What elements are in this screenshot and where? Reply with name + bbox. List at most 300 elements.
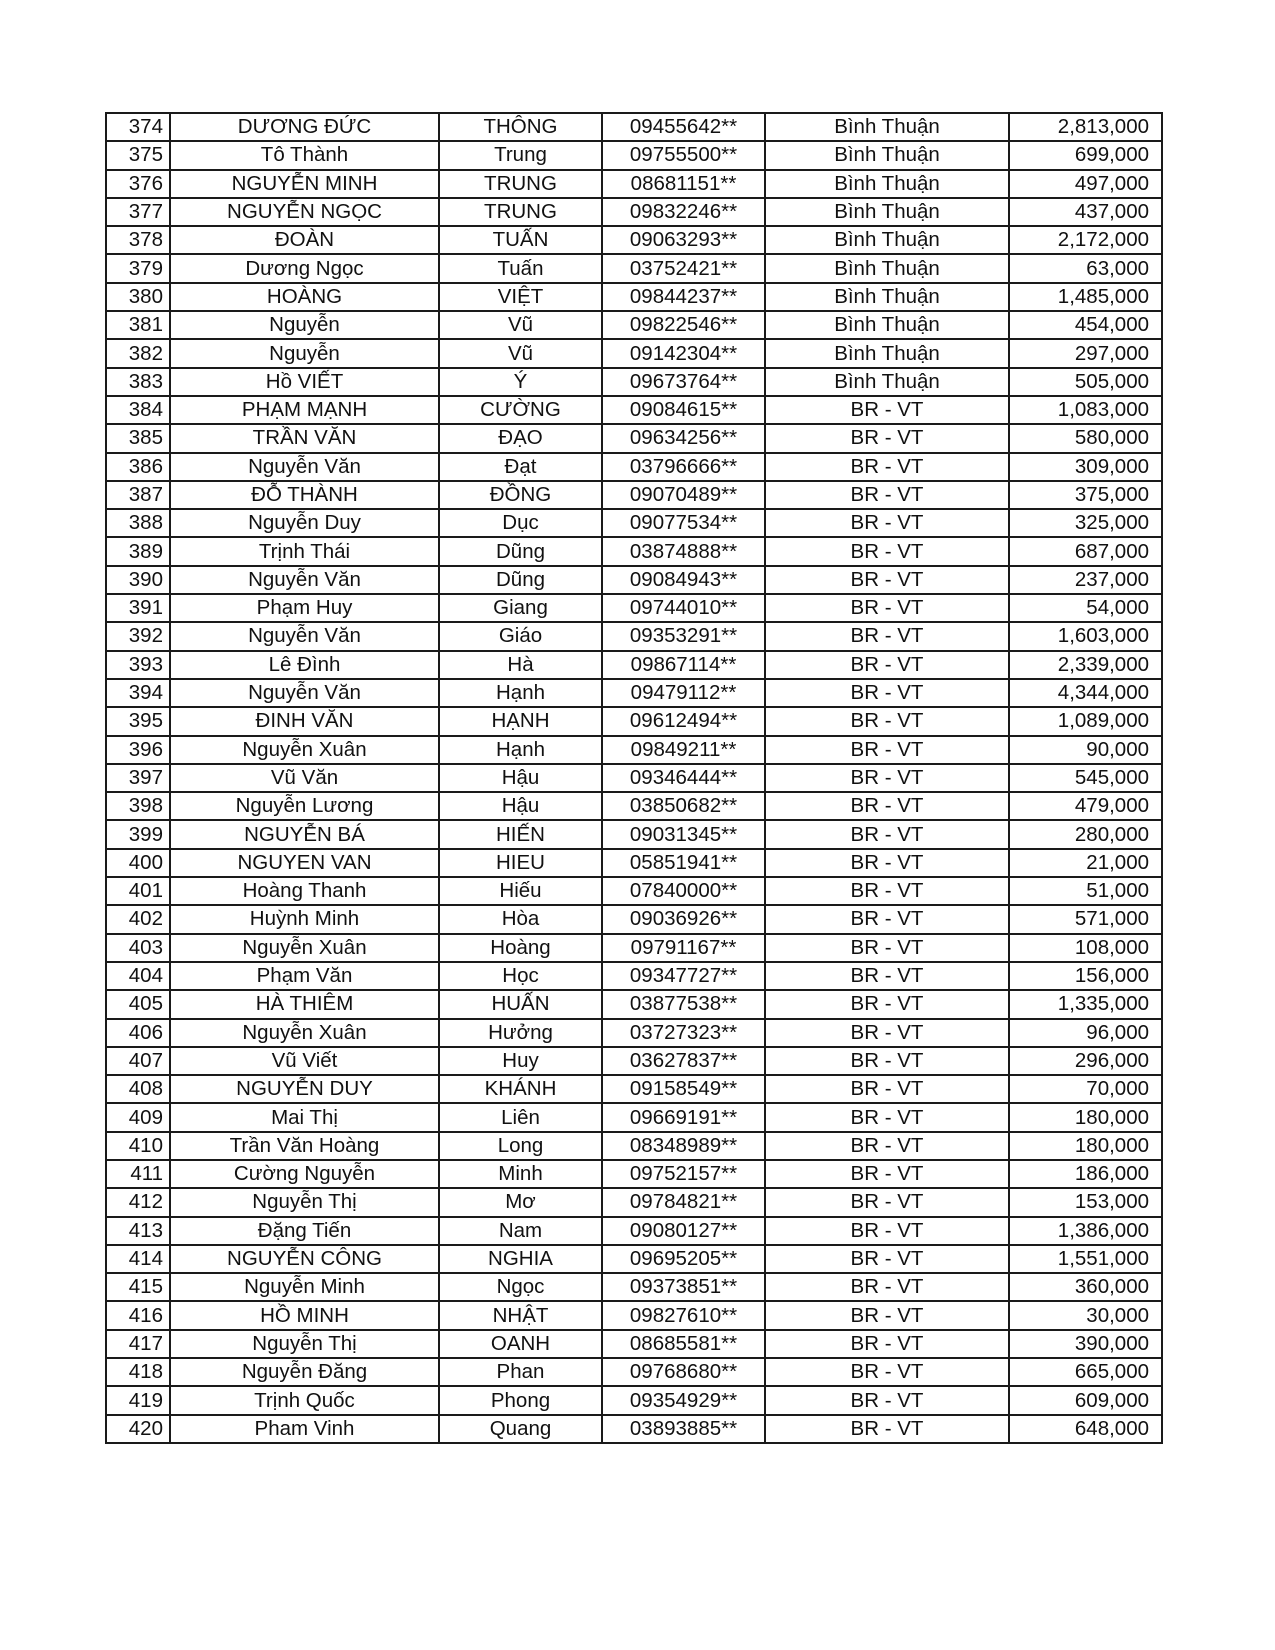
table-row bbox=[106, 226, 1162, 254]
surname-cell: ĐOÀN bbox=[170, 226, 439, 254]
given-name-cell: HIEU bbox=[439, 849, 602, 877]
table-row bbox=[106, 509, 1162, 537]
phone-cell: 09354929** bbox=[602, 1386, 765, 1414]
province-cell: BR - VT bbox=[765, 1019, 1009, 1047]
table-row bbox=[106, 651, 1162, 679]
surname-cell: Nguyễn Minh bbox=[170, 1273, 439, 1301]
given-name-cell: Dục bbox=[439, 509, 602, 537]
table-row bbox=[106, 764, 1162, 792]
row-number-cell: 405 bbox=[106, 990, 170, 1018]
given-name-cell: OANH bbox=[439, 1330, 602, 1358]
row-number-cell: 386 bbox=[106, 453, 170, 481]
table-row bbox=[106, 424, 1162, 452]
amount-cell: 505,000 bbox=[1009, 368, 1162, 396]
given-name-cell: HẠNH bbox=[439, 707, 602, 735]
row-number-cell: 395 bbox=[106, 707, 170, 735]
row-number-cell: 412 bbox=[106, 1188, 170, 1216]
row-number-cell: 392 bbox=[106, 622, 170, 650]
table-row bbox=[106, 962, 1162, 990]
province-cell: Bình Thuận bbox=[765, 141, 1009, 169]
phone-cell: 03796666** bbox=[602, 453, 765, 481]
given-name-cell: Giang bbox=[439, 594, 602, 622]
amount-cell: 280,000 bbox=[1009, 820, 1162, 848]
table-row bbox=[106, 792, 1162, 820]
surname-cell: NGUYEN VAN bbox=[170, 849, 439, 877]
surname-cell: NGUYỄN BÁ bbox=[170, 820, 439, 848]
amount-cell: 108,000 bbox=[1009, 934, 1162, 962]
phone-cell: 09768680** bbox=[602, 1358, 765, 1386]
surname-cell: Nguyễn Đăng bbox=[170, 1358, 439, 1386]
amount-cell: 479,000 bbox=[1009, 792, 1162, 820]
phone-cell: 09744010** bbox=[602, 594, 765, 622]
amount-cell: 54,000 bbox=[1009, 594, 1162, 622]
given-name-cell: Giáo bbox=[439, 622, 602, 650]
phone-cell: 03874888** bbox=[602, 537, 765, 565]
table-row bbox=[106, 113, 1162, 141]
table-row bbox=[106, 1160, 1162, 1188]
row-number-cell: 393 bbox=[106, 651, 170, 679]
surname-cell: Pham Vinh bbox=[170, 1415, 439, 1443]
amount-cell: 437,000 bbox=[1009, 198, 1162, 226]
province-cell: BR - VT bbox=[765, 820, 1009, 848]
amount-cell: 237,000 bbox=[1009, 566, 1162, 594]
province-cell: Bình Thuận bbox=[765, 170, 1009, 198]
row-number-cell: 383 bbox=[106, 368, 170, 396]
amount-cell: 51,000 bbox=[1009, 877, 1162, 905]
surname-cell: Trần Văn Hoàng bbox=[170, 1132, 439, 1160]
table-row bbox=[106, 736, 1162, 764]
province-cell: BR - VT bbox=[765, 1301, 1009, 1329]
given-name-cell: TUẤN bbox=[439, 226, 602, 254]
surname-cell: Nguyễn Văn bbox=[170, 622, 439, 650]
surname-cell: Hồ VIẾT bbox=[170, 368, 439, 396]
phone-cell: 09031345** bbox=[602, 820, 765, 848]
given-name-cell: Hưởng bbox=[439, 1019, 602, 1047]
given-name-cell: Huy bbox=[439, 1047, 602, 1075]
row-number-cell: 379 bbox=[106, 254, 170, 282]
row-number-cell: 417 bbox=[106, 1330, 170, 1358]
phone-cell: 09373851** bbox=[602, 1273, 765, 1301]
province-cell: Bình Thuận bbox=[765, 283, 1009, 311]
given-name-cell: Mơ bbox=[439, 1188, 602, 1216]
row-number-cell: 389 bbox=[106, 537, 170, 565]
province-cell: Bình Thuận bbox=[765, 311, 1009, 339]
table-row bbox=[106, 1188, 1162, 1216]
given-name-cell: Hạnh bbox=[439, 736, 602, 764]
phone-cell: 03877538** bbox=[602, 990, 765, 1018]
row-number-cell: 407 bbox=[106, 1047, 170, 1075]
surname-cell: NGUYỄN DUY bbox=[170, 1075, 439, 1103]
amount-cell: 1,386,000 bbox=[1009, 1217, 1162, 1245]
phone-cell: 09867114** bbox=[602, 651, 765, 679]
table-row bbox=[106, 1301, 1162, 1329]
province-cell: BR - VT bbox=[765, 990, 1009, 1018]
phone-cell: 03850682** bbox=[602, 792, 765, 820]
row-number-cell: 403 bbox=[106, 934, 170, 962]
row-number-cell: 411 bbox=[106, 1160, 170, 1188]
province-cell: BR - VT bbox=[765, 1132, 1009, 1160]
phone-cell: 09077534** bbox=[602, 509, 765, 537]
given-name-cell: Vũ bbox=[439, 311, 602, 339]
surname-cell: TRẦN VĂN bbox=[170, 424, 439, 452]
surname-cell: NGUYỄN CÔNG bbox=[170, 1245, 439, 1273]
table-row bbox=[106, 1019, 1162, 1047]
table-row bbox=[106, 254, 1162, 282]
province-cell: BR - VT bbox=[765, 1245, 1009, 1273]
phone-cell: 08681151** bbox=[602, 170, 765, 198]
row-number-cell: 400 bbox=[106, 849, 170, 877]
amount-cell: 325,000 bbox=[1009, 509, 1162, 537]
given-name-cell: THÔNG bbox=[439, 113, 602, 141]
row-number-cell: 384 bbox=[106, 396, 170, 424]
surname-cell: Vũ Văn bbox=[170, 764, 439, 792]
row-number-cell: 413 bbox=[106, 1217, 170, 1245]
row-number-cell: 404 bbox=[106, 962, 170, 990]
province-cell: BR - VT bbox=[765, 764, 1009, 792]
given-name-cell: Hạnh bbox=[439, 679, 602, 707]
province-cell: BR - VT bbox=[765, 1188, 1009, 1216]
table-row bbox=[106, 707, 1162, 735]
surname-cell: Nguyễn Xuân bbox=[170, 934, 439, 962]
given-name-cell: Đạt bbox=[439, 453, 602, 481]
table-row bbox=[106, 1386, 1162, 1414]
surname-cell: Cường Nguyễn bbox=[170, 1160, 439, 1188]
table-row bbox=[106, 311, 1162, 339]
surname-cell: PHẠM MẠNH bbox=[170, 396, 439, 424]
table-row bbox=[106, 934, 1162, 962]
row-number-cell: 402 bbox=[106, 905, 170, 933]
row-number-cell: 410 bbox=[106, 1132, 170, 1160]
row-number-cell: 406 bbox=[106, 1019, 170, 1047]
row-number-cell: 382 bbox=[106, 339, 170, 367]
surname-cell: Nguyễn Lương bbox=[170, 792, 439, 820]
given-name-cell: Học bbox=[439, 962, 602, 990]
surname-cell: Nguyễn Xuân bbox=[170, 1019, 439, 1047]
given-name-cell: Nam bbox=[439, 1217, 602, 1245]
table-body bbox=[106, 113, 1162, 1443]
province-cell: BR - VT bbox=[765, 877, 1009, 905]
amount-cell: 90,000 bbox=[1009, 736, 1162, 764]
phone-cell: 03893885** bbox=[602, 1415, 765, 1443]
province-cell: BR - VT bbox=[765, 1217, 1009, 1245]
province-cell: Bình Thuận bbox=[765, 113, 1009, 141]
table-row bbox=[106, 1103, 1162, 1131]
given-name-cell: Long bbox=[439, 1132, 602, 1160]
phone-cell: 09084943** bbox=[602, 566, 765, 594]
amount-cell: 390,000 bbox=[1009, 1330, 1162, 1358]
given-name-cell: Phong bbox=[439, 1386, 602, 1414]
given-name-cell: Hậu bbox=[439, 792, 602, 820]
given-name-cell: Hiếu bbox=[439, 877, 602, 905]
table-row bbox=[106, 537, 1162, 565]
surname-cell: Nguyễn bbox=[170, 339, 439, 367]
row-number-cell: 394 bbox=[106, 679, 170, 707]
phone-cell: 09158549** bbox=[602, 1075, 765, 1103]
phone-cell: 09353291** bbox=[602, 622, 765, 650]
phone-cell: 08685581** bbox=[602, 1330, 765, 1358]
row-number-cell: 380 bbox=[106, 283, 170, 311]
table-row bbox=[106, 1132, 1162, 1160]
given-name-cell: Quang bbox=[439, 1415, 602, 1443]
phone-cell: 09832246** bbox=[602, 198, 765, 226]
amount-cell: 497,000 bbox=[1009, 170, 1162, 198]
row-number-cell: 390 bbox=[106, 566, 170, 594]
phone-cell: 09063293** bbox=[602, 226, 765, 254]
row-number-cell: 374 bbox=[106, 113, 170, 141]
table-row bbox=[106, 877, 1162, 905]
surname-cell: Nguyễn bbox=[170, 311, 439, 339]
given-name-cell: Vũ bbox=[439, 339, 602, 367]
surname-cell: Nguyễn Xuân bbox=[170, 736, 439, 764]
province-cell: BR - VT bbox=[765, 1075, 1009, 1103]
province-cell: BR - VT bbox=[765, 1415, 1009, 1443]
province-cell: Bình Thuận bbox=[765, 368, 1009, 396]
province-cell: BR - VT bbox=[765, 1160, 1009, 1188]
given-name-cell: ĐỒNG bbox=[439, 481, 602, 509]
row-number-cell: 408 bbox=[106, 1075, 170, 1103]
province-cell: BR - VT bbox=[765, 792, 1009, 820]
amount-cell: 665,000 bbox=[1009, 1358, 1162, 1386]
phone-cell: 09346444** bbox=[602, 764, 765, 792]
amount-cell: 297,000 bbox=[1009, 339, 1162, 367]
amount-cell: 21,000 bbox=[1009, 849, 1162, 877]
row-number-cell: 399 bbox=[106, 820, 170, 848]
phone-cell: 09822546** bbox=[602, 311, 765, 339]
surname-cell: Nguyễn Thị bbox=[170, 1188, 439, 1216]
amount-cell: 2,172,000 bbox=[1009, 226, 1162, 254]
phone-cell: 09791167** bbox=[602, 934, 765, 962]
phone-cell: 09070489** bbox=[602, 481, 765, 509]
province-cell: BR - VT bbox=[765, 537, 1009, 565]
phone-cell: 09673764** bbox=[602, 368, 765, 396]
table-row bbox=[106, 1047, 1162, 1075]
given-name-cell: Liên bbox=[439, 1103, 602, 1131]
table-row bbox=[106, 990, 1162, 1018]
row-number-cell: 381 bbox=[106, 311, 170, 339]
row-number-cell: 418 bbox=[106, 1358, 170, 1386]
phone-cell: 09142304** bbox=[602, 339, 765, 367]
given-name-cell: NGHIA bbox=[439, 1245, 602, 1273]
table-row bbox=[106, 1245, 1162, 1273]
table-row bbox=[106, 1415, 1162, 1443]
table-row bbox=[106, 453, 1162, 481]
given-name-cell: Ngọc bbox=[439, 1273, 602, 1301]
given-name-cell: Dũng bbox=[439, 566, 602, 594]
surname-cell: HỒ MINH bbox=[170, 1301, 439, 1329]
surname-cell: NGUYỄN NGỌC bbox=[170, 198, 439, 226]
province-cell: BR - VT bbox=[765, 1273, 1009, 1301]
phone-cell: 09036926** bbox=[602, 905, 765, 933]
phone-cell: 09084615** bbox=[602, 396, 765, 424]
surname-cell: Hoàng Thanh bbox=[170, 877, 439, 905]
amount-cell: 1,485,000 bbox=[1009, 283, 1162, 311]
amount-cell: 186,000 bbox=[1009, 1160, 1162, 1188]
amount-cell: 309,000 bbox=[1009, 453, 1162, 481]
table-row bbox=[106, 594, 1162, 622]
province-cell: BR - VT bbox=[765, 594, 1009, 622]
province-cell: BR - VT bbox=[765, 509, 1009, 537]
row-number-cell: 376 bbox=[106, 170, 170, 198]
province-cell: BR - VT bbox=[765, 1103, 1009, 1131]
amount-cell: 1,083,000 bbox=[1009, 396, 1162, 424]
table-row bbox=[106, 566, 1162, 594]
province-cell: BR - VT bbox=[765, 481, 1009, 509]
amount-cell: 375,000 bbox=[1009, 481, 1162, 509]
surname-cell: Phạm Huy bbox=[170, 594, 439, 622]
surname-cell: ĐỖ THÀNH bbox=[170, 481, 439, 509]
phone-cell: 09827610** bbox=[602, 1301, 765, 1329]
row-number-cell: 391 bbox=[106, 594, 170, 622]
amount-cell: 30,000 bbox=[1009, 1301, 1162, 1329]
phone-cell: 09695205** bbox=[602, 1245, 765, 1273]
table-row bbox=[106, 679, 1162, 707]
given-name-cell: KHÁNH bbox=[439, 1075, 602, 1103]
amount-cell: 2,813,000 bbox=[1009, 113, 1162, 141]
province-cell: Bình Thuận bbox=[765, 254, 1009, 282]
phone-cell: 03752421** bbox=[602, 254, 765, 282]
row-number-cell: 414 bbox=[106, 1245, 170, 1273]
given-name-cell: Dũng bbox=[439, 537, 602, 565]
given-name-cell: Minh bbox=[439, 1160, 602, 1188]
given-name-cell: TRUNG bbox=[439, 198, 602, 226]
province-cell: BR - VT bbox=[765, 962, 1009, 990]
row-number-cell: 385 bbox=[106, 424, 170, 452]
amount-cell: 180,000 bbox=[1009, 1103, 1162, 1131]
table-row bbox=[106, 622, 1162, 650]
phone-cell: 09849211** bbox=[602, 736, 765, 764]
given-name-cell: Trung bbox=[439, 141, 602, 169]
amount-cell: 70,000 bbox=[1009, 1075, 1162, 1103]
table-row bbox=[106, 283, 1162, 311]
amount-cell: 454,000 bbox=[1009, 311, 1162, 339]
table-row bbox=[106, 820, 1162, 848]
province-cell: BR - VT bbox=[765, 934, 1009, 962]
province-cell: BR - VT bbox=[765, 1358, 1009, 1386]
given-name-cell: CƯỜNG bbox=[439, 396, 602, 424]
given-name-cell: ĐẠO bbox=[439, 424, 602, 452]
surname-cell: NGUYỄN MINH bbox=[170, 170, 439, 198]
table-row bbox=[106, 396, 1162, 424]
surname-cell: HOÀNG bbox=[170, 283, 439, 311]
table-row bbox=[106, 481, 1162, 509]
row-number-cell: 396 bbox=[106, 736, 170, 764]
given-name-cell: HIẾN bbox=[439, 820, 602, 848]
row-number-cell: 397 bbox=[106, 764, 170, 792]
amount-cell: 2,339,000 bbox=[1009, 651, 1162, 679]
amount-cell: 580,000 bbox=[1009, 424, 1162, 452]
phone-cell: 09479112** bbox=[602, 679, 765, 707]
phone-cell: 09080127** bbox=[602, 1217, 765, 1245]
province-cell: BR - VT bbox=[765, 905, 1009, 933]
row-number-cell: 415 bbox=[106, 1273, 170, 1301]
amount-cell: 648,000 bbox=[1009, 1415, 1162, 1443]
province-cell: BR - VT bbox=[765, 849, 1009, 877]
row-number-cell: 377 bbox=[106, 198, 170, 226]
row-number-cell: 401 bbox=[106, 877, 170, 905]
surname-cell: Nguyễn Văn bbox=[170, 566, 439, 594]
phone-cell: 09755500** bbox=[602, 141, 765, 169]
table-row bbox=[106, 1330, 1162, 1358]
table-row bbox=[106, 849, 1162, 877]
table-row bbox=[106, 1273, 1162, 1301]
surname-cell: Nguyễn Thị bbox=[170, 1330, 439, 1358]
given-name-cell: Phan bbox=[439, 1358, 602, 1386]
row-number-cell: 387 bbox=[106, 481, 170, 509]
table-row bbox=[106, 170, 1162, 198]
phone-cell: 03727323** bbox=[602, 1019, 765, 1047]
row-number-cell: 409 bbox=[106, 1103, 170, 1131]
surname-cell: Tô Thành bbox=[170, 141, 439, 169]
given-name-cell: Ý bbox=[439, 368, 602, 396]
amount-cell: 153,000 bbox=[1009, 1188, 1162, 1216]
surname-cell: Nguyễn Văn bbox=[170, 453, 439, 481]
given-name-cell: Hòa bbox=[439, 905, 602, 933]
data-table bbox=[105, 112, 1163, 1444]
phone-cell: 09784821** bbox=[602, 1188, 765, 1216]
province-cell: BR - VT bbox=[765, 1330, 1009, 1358]
phone-cell: 07840000** bbox=[602, 877, 765, 905]
table-row bbox=[106, 198, 1162, 226]
phone-cell: 09455642** bbox=[602, 113, 765, 141]
given-name-cell: NHẬT bbox=[439, 1301, 602, 1329]
surname-cell: Nguyễn Văn bbox=[170, 679, 439, 707]
given-name-cell: Hậu bbox=[439, 764, 602, 792]
amount-cell: 1,603,000 bbox=[1009, 622, 1162, 650]
province-cell: Bình Thuận bbox=[765, 226, 1009, 254]
amount-cell: 63,000 bbox=[1009, 254, 1162, 282]
province-cell: BR - VT bbox=[765, 566, 1009, 594]
given-name-cell: Hà bbox=[439, 651, 602, 679]
province-cell: BR - VT bbox=[765, 1047, 1009, 1075]
amount-cell: 180,000 bbox=[1009, 1132, 1162, 1160]
row-number-cell: 388 bbox=[106, 509, 170, 537]
amount-cell: 687,000 bbox=[1009, 537, 1162, 565]
amount-cell: 296,000 bbox=[1009, 1047, 1162, 1075]
table-row bbox=[106, 905, 1162, 933]
surname-cell: Mai Thị bbox=[170, 1103, 439, 1131]
amount-cell: 360,000 bbox=[1009, 1273, 1162, 1301]
surname-cell: Dương Ngọc bbox=[170, 254, 439, 282]
amount-cell: 156,000 bbox=[1009, 962, 1162, 990]
amount-cell: 4,344,000 bbox=[1009, 679, 1162, 707]
province-cell: Bình Thuận bbox=[765, 198, 1009, 226]
phone-cell: 09752157** bbox=[602, 1160, 765, 1188]
row-number-cell: 420 bbox=[106, 1415, 170, 1443]
amount-cell: 1,551,000 bbox=[1009, 1245, 1162, 1273]
table-row bbox=[106, 141, 1162, 169]
amount-cell: 545,000 bbox=[1009, 764, 1162, 792]
row-number-cell: 398 bbox=[106, 792, 170, 820]
given-name-cell: TRUNG bbox=[439, 170, 602, 198]
phone-cell: 05851941** bbox=[602, 849, 765, 877]
province-cell: BR - VT bbox=[765, 396, 1009, 424]
phone-cell: 03627837** bbox=[602, 1047, 765, 1075]
surname-cell: DƯƠNG ĐỨC bbox=[170, 113, 439, 141]
row-number-cell: 419 bbox=[106, 1386, 170, 1414]
given-name-cell: HUẤN bbox=[439, 990, 602, 1018]
row-number-cell: 416 bbox=[106, 1301, 170, 1329]
province-cell: BR - VT bbox=[765, 453, 1009, 481]
surname-cell: HÀ THIÊM bbox=[170, 990, 439, 1018]
amount-cell: 609,000 bbox=[1009, 1386, 1162, 1414]
phone-cell: 08348989** bbox=[602, 1132, 765, 1160]
surname-cell: Huỳnh Minh bbox=[170, 905, 439, 933]
phone-cell: 09347727** bbox=[602, 962, 765, 990]
province-cell: BR - VT bbox=[765, 707, 1009, 735]
phone-cell: 09844237** bbox=[602, 283, 765, 311]
amount-cell: 699,000 bbox=[1009, 141, 1162, 169]
province-cell: BR - VT bbox=[765, 1386, 1009, 1414]
